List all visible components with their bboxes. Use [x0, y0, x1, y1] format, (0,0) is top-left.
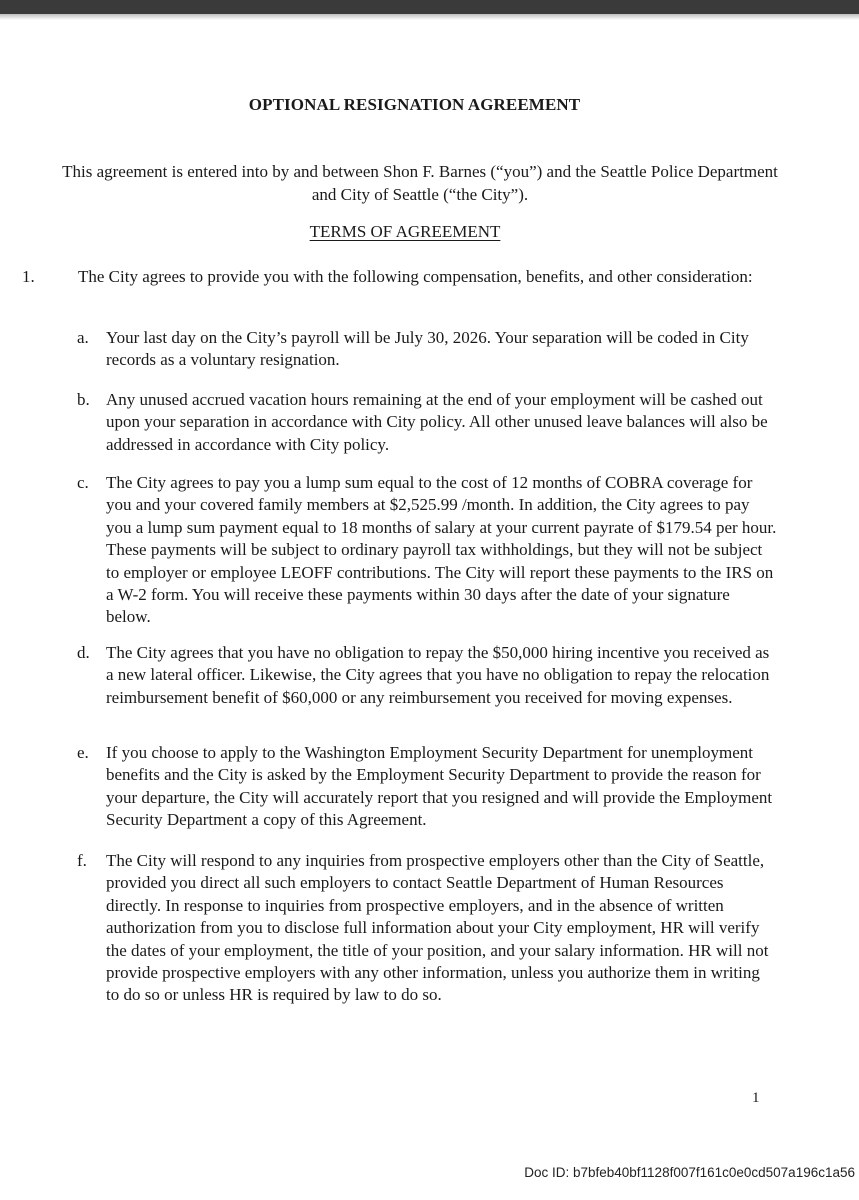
- document-title: OPTIONAL RESIGNATION AGREEMENT: [248, 95, 581, 114]
- item-text: If you choose to apply to the Washington Employment Security Department for unemployment benefits and the City is asked by the Employment Security Department to provide the reason for your departure, the City will accurately report that you resigned and will provide the Employment Security Department a copy of this Agreement.: [106, 743, 773, 830]
- clause-number: 1.: [22, 267, 35, 286]
- page-number: 1: [752, 1090, 760, 1106]
- item-label: b.: [77, 390, 90, 409]
- item-label: e.: [77, 743, 89, 762]
- item-label: c.: [77, 473, 89, 492]
- item-text: The City agrees to pay you a lump sum equal to the cost of 12 months of COBRA coverage for you and your covered family members at $2,525.99 /month. In addition, the City agrees to pay you a lump sum payment equal to 18 months of salary at your current payrate of $179.54 per hour. These payments will be subject to ordinary payroll tax withholdings, but they will not be subject to employer or employee LEOFF contributions. The City will report these payments to the IRS on a W-2 form. You will receive these payments within 30 days after the date of your signature below.: [106, 473, 777, 627]
- item-label: d.: [77, 643, 90, 662]
- agreement-intro: This agreement is entered into by and between Shon F. Barnes (“you”) and the Seattle Police Department and City of Seattle (“the City”).: [62, 162, 778, 204]
- item-text: The City will respond to any inquiries from prospective employers other than the City of Seattle, provided you direct all such employers to contact Seattle Department of Human Resources directly. In response to inquiries from prospective employers, and in the absence of written authorization from you to disclose full information about your City employment, HR will verify the dates of your employment, the title of your position, and your salary information. HR will not provide prospective employers with any other information, unless you authorize them in writing to do so or unless HR is required by law to do so.: [106, 851, 769, 1005]
- item-text: The City agrees that you have no obligation to repay the $50,000 hiring incentive you received as a new lateral officer. Likewise, the City agrees that you have no obligation to repay the relocation reimbursement benefit of $60,000 or any reimbursement you received for moving expenses.: [106, 643, 770, 707]
- item-text: Any unused accrued vacation hours remaining at the end of your employment will be cashed out upon your separation in accordance with City policy. All other unused leave balances will also be addressed in accordance with City policy.: [106, 390, 768, 454]
- item-text: Your last day on the City’s payroll will be July 30, 2026. Your separation will be coded in City records as a voluntary resignation.: [106, 328, 749, 370]
- item-label: a.: [77, 328, 89, 347]
- item-label: f.: [77, 851, 87, 870]
- doc-id-footer: Doc ID: b7bfeb40bf1128f007f161c0e0cd507a196c1a56: [524, 1165, 855, 1180]
- clause-text: The City agrees to provide you with the following compensation, benefits, and other consideration:: [78, 267, 753, 286]
- terms-heading: TERMS OF AGREEMENT: [309, 222, 501, 241]
